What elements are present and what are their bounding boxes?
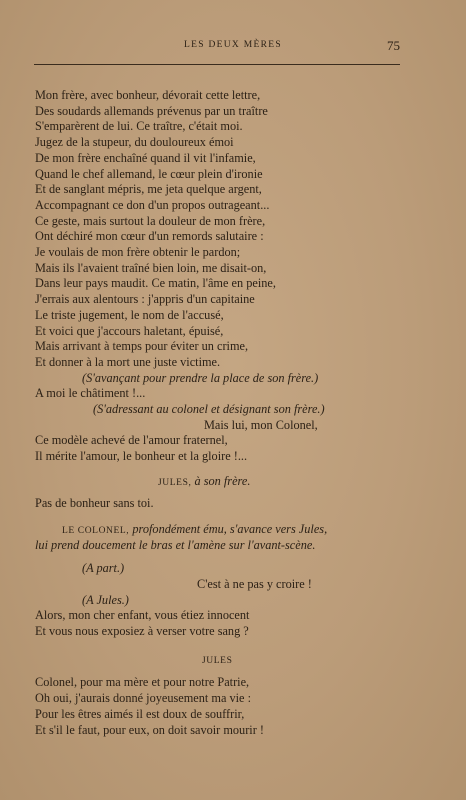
verse-line: Alors, mon cher enfant, vous étiez innocent [35,608,250,622]
page-number: 75 [387,38,400,53]
verse-line: Il mérite l'amour, le bonheur et la gloire !... [35,449,248,464]
verse-line: Et s'il le faut, pour eux, on doit savoir mourir ! [35,723,264,737]
verse-line: Colonel, pour ma mère et pour notre Patrie, [35,675,250,689]
verse-line: Pas de bonheur sans toi. [35,496,154,510]
verse-line: De mon frère enchaîné quand il vit l'infamie, [35,150,256,165]
verse-line: Et voici que j'accours haletant, épuisé, [35,323,224,338]
stage-direction: (A part.) [82,561,125,575]
speaker-name: LE COLONEL, [62,526,130,536]
verse-line: Quand le chef allemand, le cœur plein d'ironie [35,166,263,181]
verse-line: Et de sanglant mépris, me jeta quelque argent, [35,182,262,197]
speaker-name: JULES, [158,478,192,488]
verse-line: Pour les êtres aimés il est doux de souffrir, [35,707,245,721]
verse-line: Je voulais de mon frère obtenir le pardon; [35,245,241,259]
stage-direction [62,522,327,538]
speaker-direction: à son frère. [194,474,251,488]
verse-line: Et vous nous exposiez à verser votre sang ? [35,624,249,638]
stage-direction: lui prend doucement le bras et l'amène sur l'avant-scène. [35,538,316,552]
verse-line: Le triste jugement, le nom de l'accusé, [35,307,224,322]
verse-line: A moi le châtiment !... [35,386,146,401]
verse-line: Accompagnant ce don d'un propos outrageant... [35,197,270,212]
verse-line: Ce geste, mais surtout la douleur de mon frère, [35,213,266,228]
verse-line: Ce modèle achevé de l'amour fraternel, [35,433,228,448]
verse-line: Ont déchiré mon cœur d'un remords salutaire : [35,229,264,244]
verse-line: Mon frère, avec bonheur, dévorait cette lettre, [35,88,261,102]
verse-line: S'emparèrent de lui. Ce traître, c'était moi. [35,119,243,134]
stage-direction: (A Jules.) [82,593,129,607]
verse-line: C'est à ne pas y croire ! [197,577,312,591]
stage-direction: (S'avançant pour prendre la place de son frère.) [82,370,319,385]
verse-line: Jugez de la stupeur, du douloureux émoi [35,135,234,150]
verse-line: Mais lui, mon Colonel, [204,417,318,432]
verse-line: Et donner à la mort une juste victime. [35,354,221,369]
stage-direction: (S'adressant au colonel et désignant son frère.) [93,402,325,416]
running-title: LES DEUX MÈRES [184,40,282,50]
verse-line: Mais ils l'avaient traîné bien loin, me disait-on, [35,260,267,275]
stage-direction-text: profondément ému, s'avance vers Jules, [132,522,328,536]
verse-line: Des soudards allemands prévenus par un traître [35,103,268,118]
speaker-heading: JULES [202,656,233,666]
verse-line: Mais arrivant à temps pour éviter un crime, [35,339,249,354]
speaker-heading [158,474,250,490]
verse-line: Oh oui, j'aurais donné joyeusement ma vie : [35,691,251,705]
verse-line: Dans leur pays maudit. Ce matin, l'âme en peine, [35,276,276,291]
verse-line: J'errais aux alentours : j'appris d'un capitaine [35,292,255,307]
